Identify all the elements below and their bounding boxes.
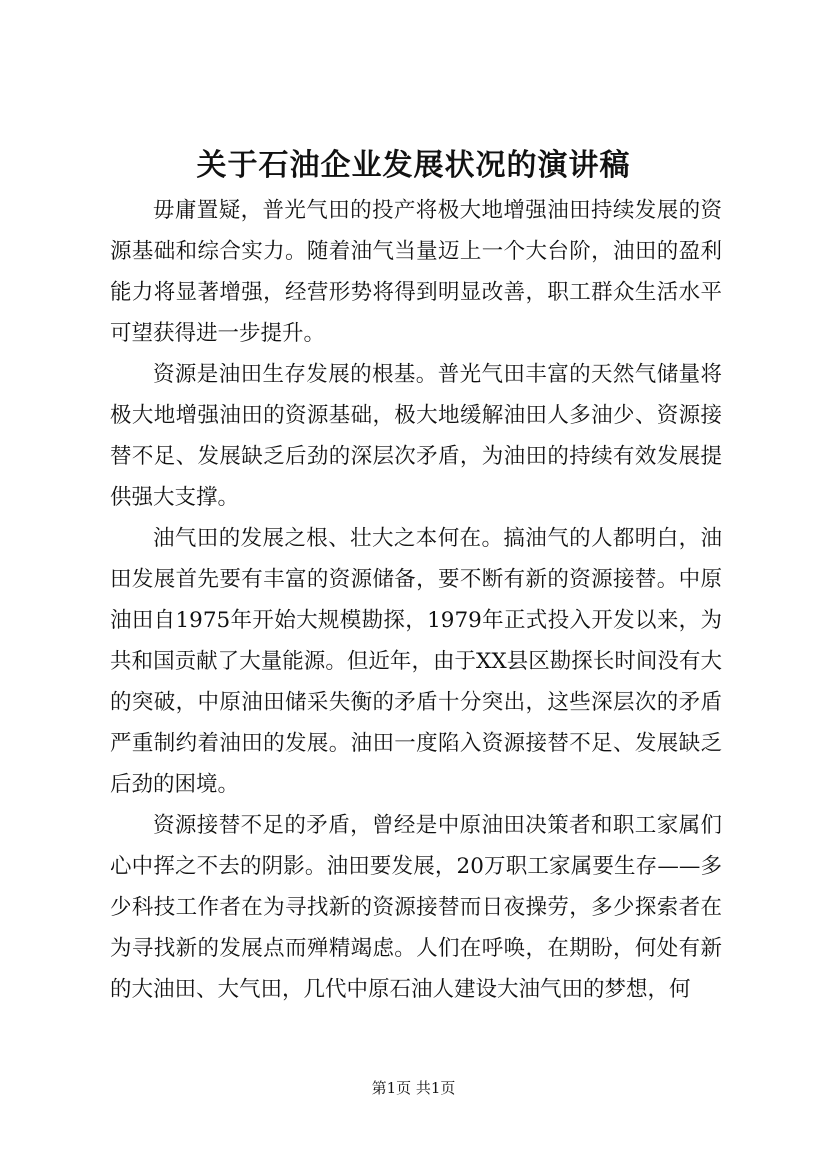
paragraph-4: 资源接替不足的矛盾，曾经是中原油田决策者和职工家属们心中挥之不去的阴影。油田要发展，20万职工家属要生存——多少科技工作者在为寻找新的资源接替而日夜操劳，多少探索者在为寻找新的发展点而殚精竭虑。人们在呼唤，在期盼，何处有新的大油田、大气田，几代中原石油人建设大油气田的梦想，何 <box>110 813 722 1002</box>
document-title: 关于石油企业发展状况的演讲稿 <box>196 148 631 183</box>
page-footer: 第1页 共1页 <box>371 1079 456 1097</box>
paragraph-2: 资源是油田生存发展的根基。普光气田丰富的天然气储量将极大地增强油田的资源基础，极大地缓解油田人多油少、资源接替不足、发展缺乏后劲的深层次矛盾，为油田的持续有效发展提供强大支撑。 <box>110 362 722 510</box>
document-body <box>110 190 722 1010</box>
paragraph-1: 毋庸置疑，普光气田的投产将极大地增强油田持续发展的资源基础和综合实力。随着油气当量迈上一个大台阶，油田的盈利能力将显著增强，经营形势将得到明显改善，职工群众生活水平可望获得进一步提升。 <box>110 198 722 346</box>
paragraph-3: 油气田的发展之根、壮大之本何在。搞油气的人都明白，油田发展首先要有丰富的资源储备，要不断有新的资源接替。中原油田自1975年开始大规模勘探，1979年正式投入开发以来，为共和国贡献了大量能源。但近年，由于XX县区勘探长时间没有大的突破，中原油田储采失衡的矛盾十分突出，这些深层次的矛盾严重制约着油田的发展。油田一度陷入资源接替不足、发展缺乏后劲的困境。 <box>110 526 722 797</box>
